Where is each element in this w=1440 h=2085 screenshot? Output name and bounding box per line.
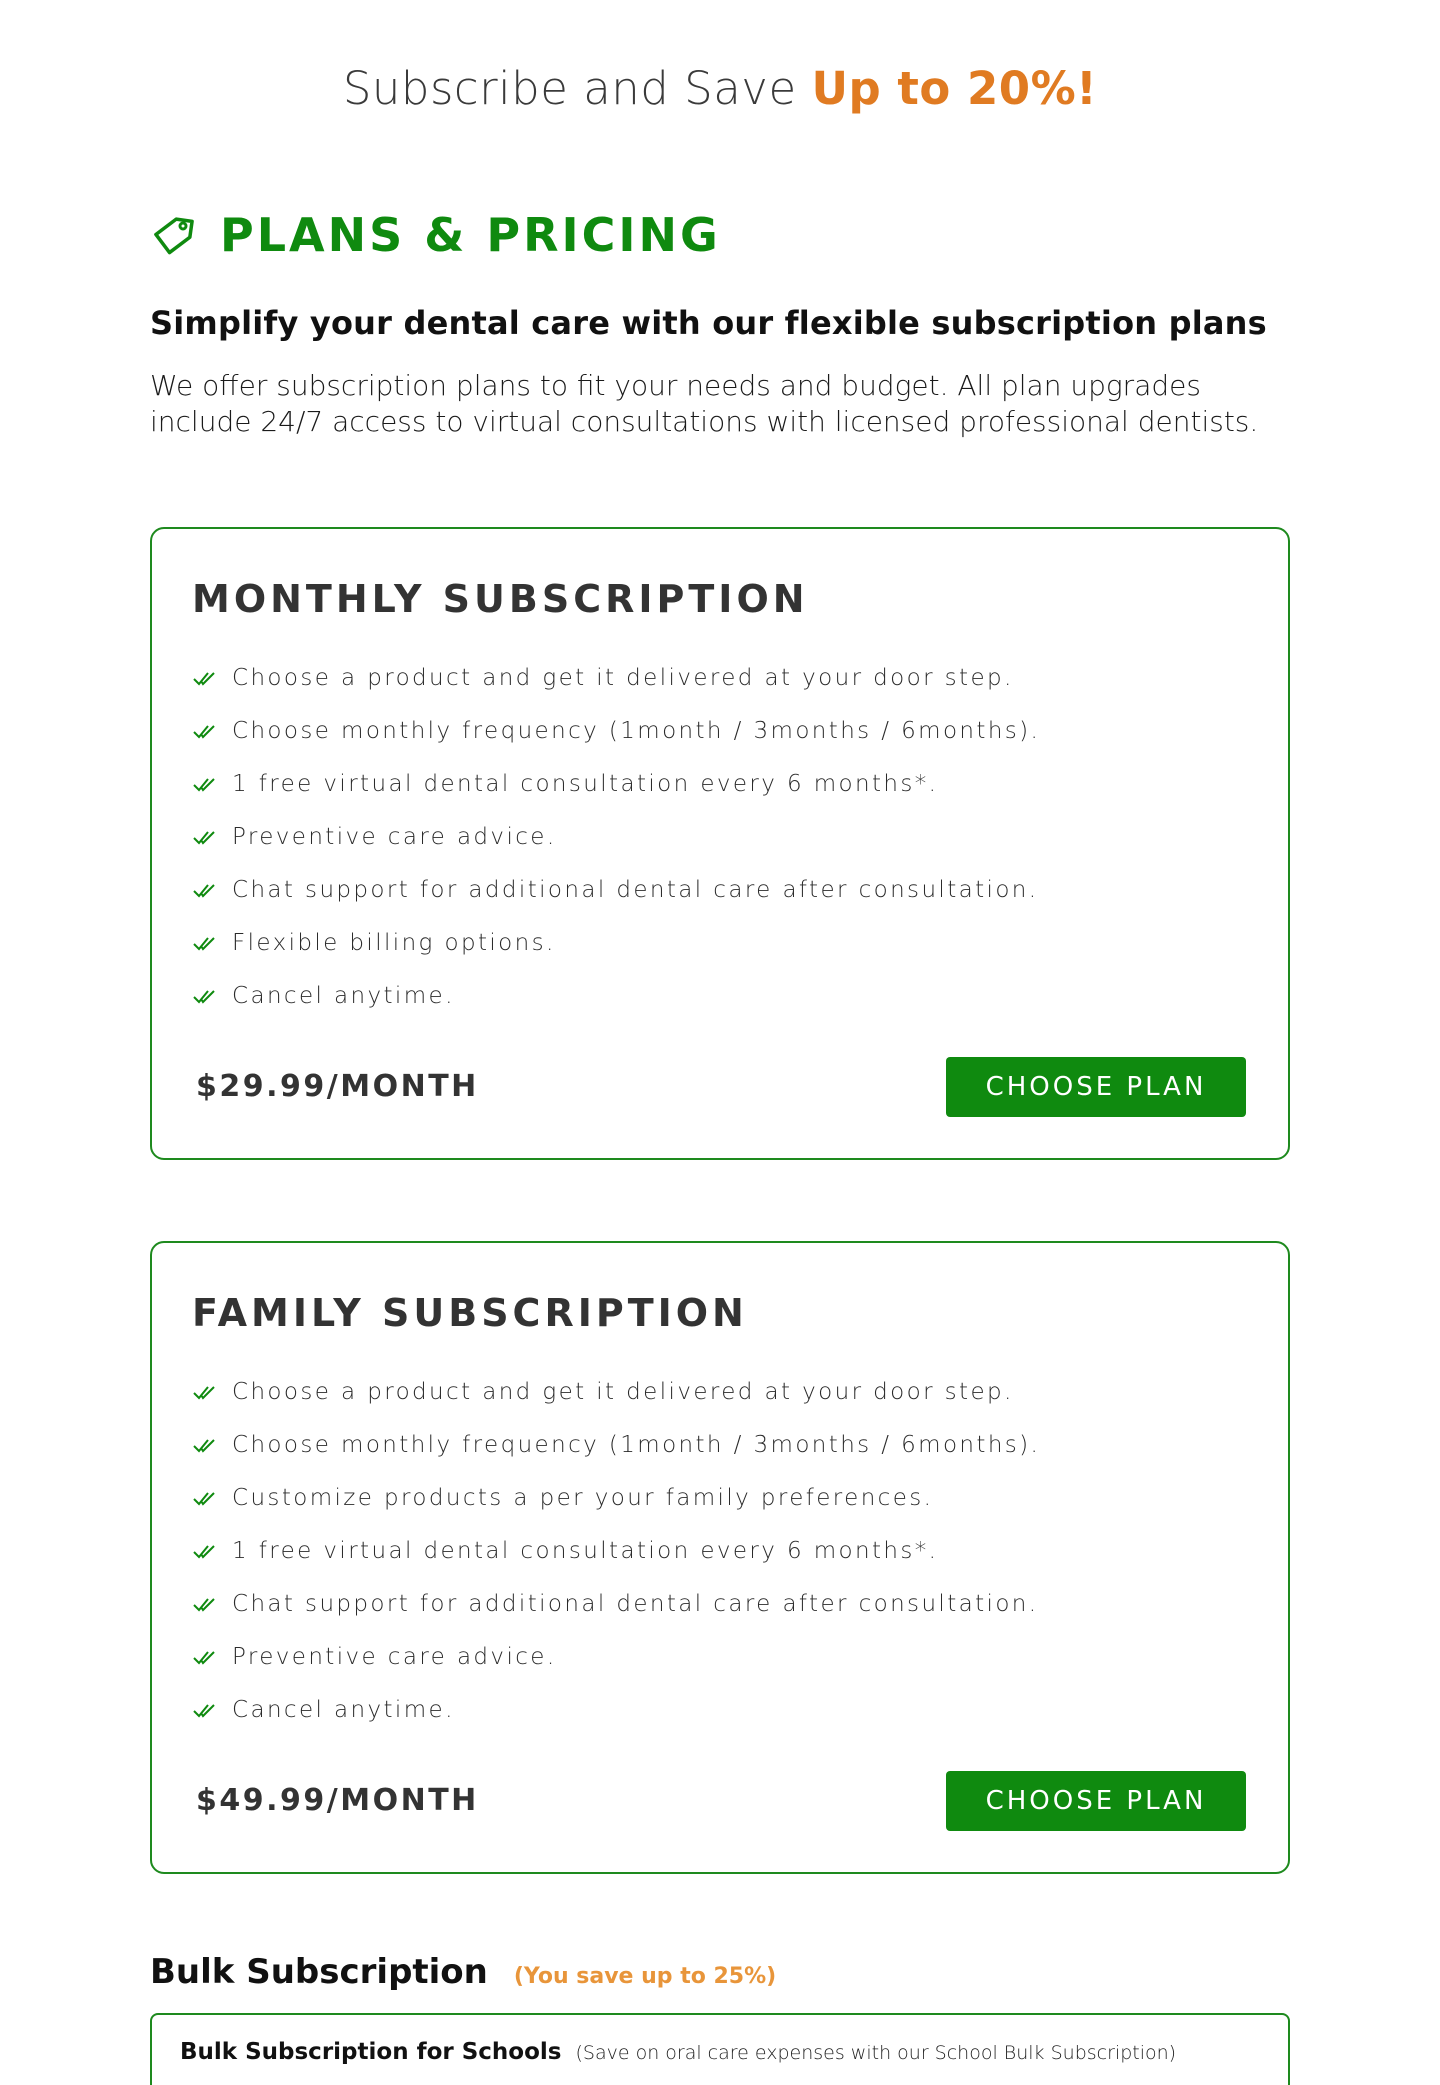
bulk-save-note: (You save up to 25%) (513, 1964, 777, 1989)
hero-prefix: Subscribe and Save (342, 62, 812, 115)
double-check-icon (192, 1594, 218, 1614)
feature-item (192, 1524, 1040, 1577)
bulk-card-row (180, 2039, 1176, 2065)
plan-title: FAMILY SUBSCRIPTION (192, 1291, 748, 1335)
hero-heading (0, 62, 1440, 115)
bulk-title: Bulk Subscription (150, 1952, 488, 1992)
plan-card-monthly (150, 527, 1290, 1160)
feature-list (192, 651, 1040, 1022)
feature-text: Cancel anytime. (232, 1696, 455, 1723)
feature-item (192, 757, 1040, 810)
feature-item (192, 1630, 1040, 1683)
feature-item (192, 969, 1040, 1022)
feature-text: Choose a product and get it delivered at your door step. (232, 664, 1014, 691)
plan-card-family (150, 1241, 1290, 1874)
feature-item (192, 1471, 1040, 1524)
feature-item (192, 810, 1040, 863)
plan-price: $49.99/MONTH (196, 1783, 479, 1818)
choose-plan-button[interactable]: CHOOSE PLAN (946, 1057, 1246, 1117)
feature-text: Preventive care advice. (232, 1643, 557, 1670)
double-check-icon (192, 933, 218, 953)
double-check-icon (192, 774, 218, 794)
plan-price: $29.99/MONTH (196, 1069, 479, 1104)
double-check-icon (192, 986, 218, 1006)
feature-item (192, 1577, 1040, 1630)
section-header (150, 208, 721, 262)
feature-text: 1 free virtual dental consultation every 6 months*. (232, 1537, 939, 1564)
feature-list (192, 1365, 1040, 1736)
double-check-icon (192, 721, 218, 741)
feature-text: Cancel anytime. (232, 982, 455, 1009)
double-check-icon (192, 1435, 218, 1455)
double-check-icon (192, 1700, 218, 1720)
feature-item (192, 916, 1040, 969)
feature-item (192, 704, 1040, 757)
feature-item (192, 863, 1040, 916)
feature-item (192, 651, 1040, 704)
tag-icon (150, 211, 198, 259)
feature-text: Choose monthly frequency (1month / 3months / 6months). (232, 717, 1041, 744)
double-check-icon (192, 1488, 218, 1508)
feature-item (192, 1418, 1040, 1471)
intro-paragraph: We offer subscription plans to fit your needs and budget. All plan upgrades include 24/7 access to virtual consultations with licensed professional dentists. (150, 369, 1259, 438)
plan-title: MONTHLY SUBSCRIPTION (192, 577, 809, 621)
feature-text: 1 free virtual dental consultation every 6 months*. (232, 770, 939, 797)
bulk-card-title: Bulk Subscription for Schools (180, 2039, 562, 2065)
bulk-header (150, 1952, 776, 1992)
bulk-card-schools[interactable] (150, 2013, 1290, 2085)
section-title: PLANS & PRICING (220, 208, 721, 262)
double-check-icon (192, 1382, 218, 1402)
feature-text: Chat support for additional dental care after consultation. (232, 876, 1039, 903)
feature-text: Choose a product and get it delivered at your door step. (232, 1378, 1014, 1405)
feature-item (192, 1365, 1040, 1418)
hero-accent: Up to 20%! (811, 62, 1098, 115)
double-check-icon (192, 880, 218, 900)
choose-plan-button[interactable]: CHOOSE PLAN (946, 1771, 1246, 1831)
feature-text: Preventive care advice. (232, 823, 557, 850)
feature-text: Customize products a per your family preferences. (232, 1484, 934, 1511)
feature-text: Choose monthly frequency (1month / 3months / 6months). (232, 1431, 1041, 1458)
double-check-icon (192, 668, 218, 688)
feature-text: Chat support for additional dental care after consultation. (232, 1590, 1039, 1617)
double-check-icon (192, 1647, 218, 1667)
feature-item (192, 1683, 1040, 1736)
double-check-icon (192, 1541, 218, 1561)
bulk-card-description: (Save on oral care expenses with our School Bulk Subscription) (575, 2042, 1177, 2064)
feature-text: Flexible billing options. (232, 929, 556, 956)
double-check-icon (192, 827, 218, 847)
subheading: Simplify your dental care with our flexible subscription plans (150, 304, 1267, 342)
